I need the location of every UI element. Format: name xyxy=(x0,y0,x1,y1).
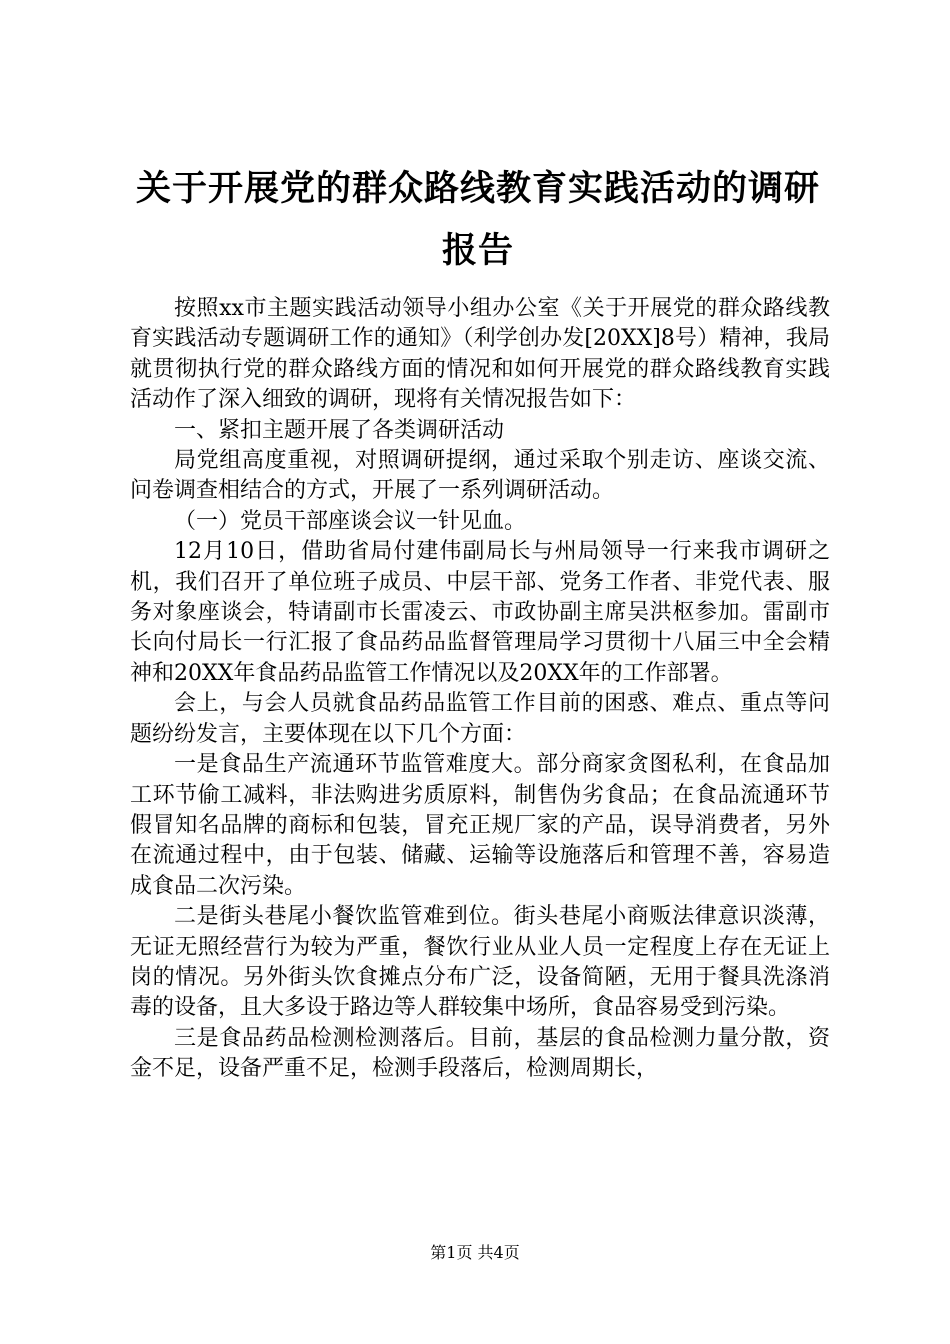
paragraph-4: 12月10日，借助省局付建伟副局长与州局领导一行来我市调研之机，我们召开了单位班子成员、中层干部、党务工作者、非党代表、服务对象座谈会，特请副市长雷凌云、市政协副主席吴洪枢参加。雷副市长向付局长一行汇报了食品药品监督管理局学习贯彻十八届三中全会精神和20XX年食品药品监管工作情况以及20XX年的工作部署。 xyxy=(130,539,830,686)
paragraph-7: 二是街头巷尾小餐饮监管难到位。街头巷尾小商贩法律意识淡薄，无证无照经营行为较为严重，餐饮行业从业人员一定程度上存在无证上岗的情况。另外街头饮食摊点分布广泛，设备简陋，无用于餐具洗涤消毒的设备，且大多设于路边等人群较集中场所，食品容易受到污染。 xyxy=(130,904,830,1021)
paragraph-5: 会上，与会人员就食品药品监管工作目前的困惑、难点、重点等问题纷纷发言，主要体现在以下几个方面： xyxy=(130,691,830,747)
page-number-footer: 第1页 共4页 xyxy=(430,1243,520,1262)
document-title: 关于开展党的群众路线教育实践活动的调研报告 xyxy=(135,168,820,271)
subsection-heading-1: （一）党员干部座谈会议一针见血。 xyxy=(174,508,527,534)
section-heading-1: 一、紧扣主题开展了各类调研活动 xyxy=(174,417,505,443)
paragraph-intro: 按照xx市主题实践活动领导小组办公室《关于开展党的群众路线教育实践活动专题调研工作的通知》（利学创办发[20XX]8号）精神，我局就贯彻执行党的群众路线方面的情况和如何开展党的群众路线教育实践活动作了深入细致的调研，现将有关情况报告如下： xyxy=(130,296,830,413)
paragraph-8: 三是食品药品检测检测落后。目前，基层的食品检测力量分散，资金不足，设备严重不足，检测手段落后，检测周期长， xyxy=(130,1025,830,1082)
paragraph-2: 局党组高度重视，对照调研提纲，通过采取个别走访、座谈交流、问卷调查相结合的方式，开展了一系列调研活动。 xyxy=(130,448,830,504)
paragraph-6: 一是食品生产流通环节监管难度大。部分商家贪图私利，在食品加工环节偷工减料，非法购进劣质原料，制售伪劣食品；在食品流通环节假冒知名品牌的商标和包装，冒充正规厂家的产品，误导消费者，另外在流通过程中，由于包装、储藏、运输等设施落后和管理不善，容易造成食品二次污染。 xyxy=(130,752,830,899)
document-body xyxy=(130,294,830,1085)
